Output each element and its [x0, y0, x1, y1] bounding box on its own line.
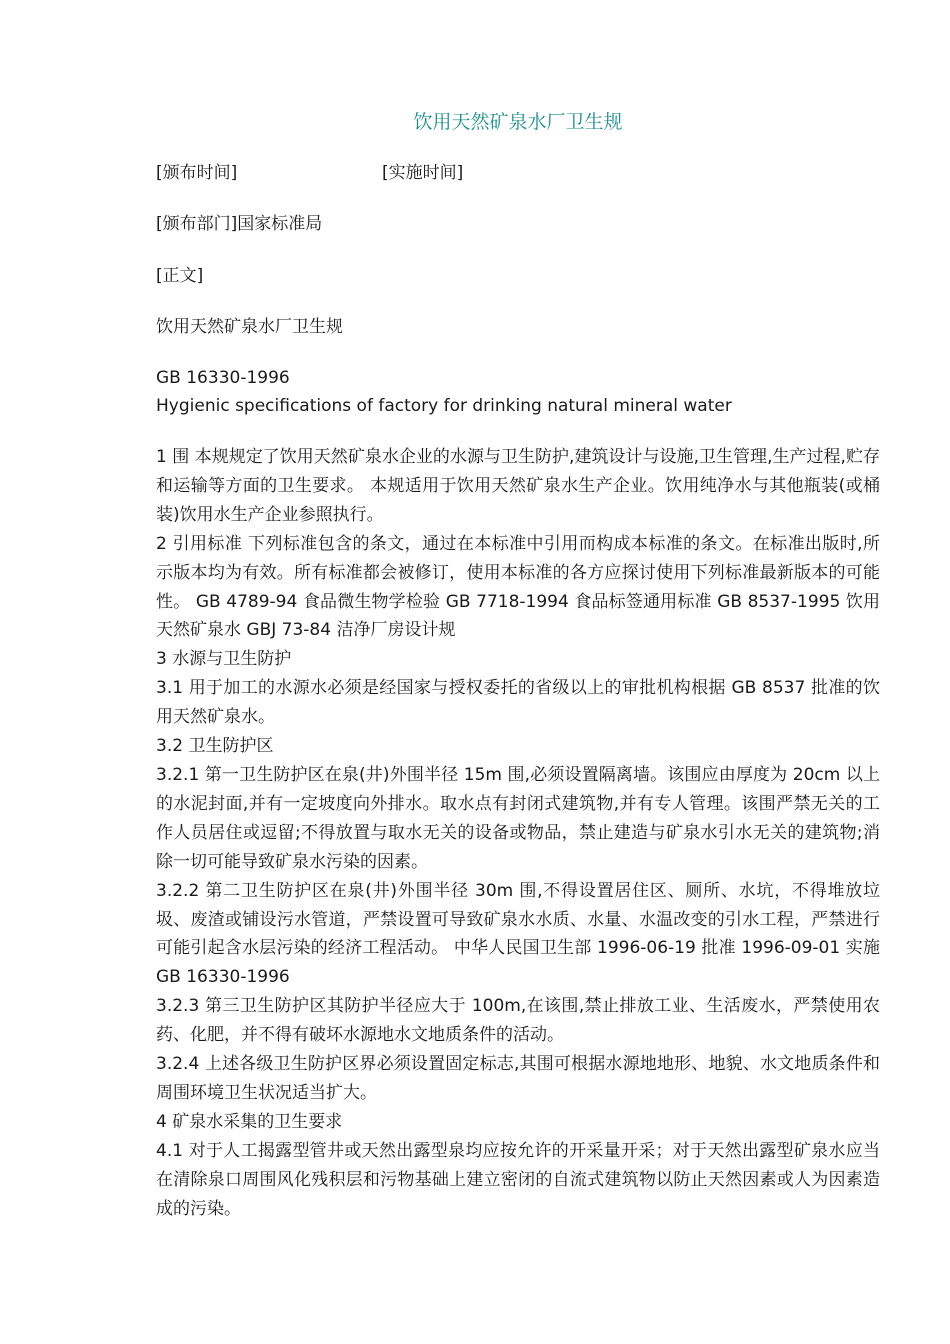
paragraph-3-2-4: 3.2.4 上述各级卫生防护区界必须设置固定标志,其围可根据水源地地形、地貌、水文地质条件和周围环境卫生状况适当扩大。 [156, 1054, 880, 1103]
heading-4-collection: 4 矿泉水采集的卫生要求 [156, 1111, 343, 1132]
department-line: [颁布部门]国家标准局 [156, 214, 323, 234]
effective-time-label: [实施时间] [382, 163, 464, 183]
document-body [156, 443, 880, 1223]
paragraph-2-references: 2 引用标准 下列标准包含的条文，通过在本标准中引用而构成本标准的条文。在标准出版时,所示版本均为有效。所有标准都会被修订，使用本标准的各方应探讨使用下列标准最新版本的可能性。 GB 4789-94 食品微生物学检验 GB 7718-1994 食品标签通用标准 GB 8537-1995 饮用天然矿泉水 GBJ 73-84 洁净厂房设计规 [156, 533, 880, 641]
paragraph-3-2-3: 3.2.3 第三卫生防护区其防护半径应大于 100m,在该围,禁止排放工业、生活废水，严禁使用农药、化肥，并不得有破坏水源地水文地质条件的活动。 [156, 996, 880, 1046]
time-row [156, 159, 464, 187]
paragraph-3-2-1: 3.2.1 第一卫生防护区在泉(井)外围半径 15m 围,必须设置隔离墙。该围应由厚度为 20cm 以上的水泥封面,并有一定坡度向外排水。取水点有封闭式建筑物,并有专人管理。该围严禁无关的工作人员居住或逗留;不得放置与取水无关的设备或物品，禁止建造与矿泉水引水无关的建筑物;消除一切可能导致矿泉水污染的因素。 [156, 764, 880, 872]
publish-time-label: [颁布时间] [156, 163, 238, 183]
paragraph-4-1: 4.1 对于人工揭露型管井或天然出露型泉均应按允许的开采量开采；对于天然出露型矿泉水应当在清除泉口周围风化残积层和污物基础上建立密闭的自流式建筑物以防止天然因素或人为因素造成的污染。 [156, 1140, 880, 1219]
document-subtitle: 饮用天然矿泉水厂卫生规 [156, 317, 343, 337]
document-title: 饮用天然矿泉水厂卫生规 [413, 111, 623, 133]
paragraph-3-2-2: 3.2.2 第二卫生防护区在泉(井)外围半径 30m 围,不得设置居住区、厕所、水坑，不得堆放垃圾、废渣或铺设污水管道，严禁设置可导致矿泉水水质、水量、水温改变的引水工程，严禁进行可能引起含水层污染的经济工程活动。 中华人民国卫生部 1996-06-19 批准 1996-09-01 实施 GB 16330-1996 [156, 880, 880, 988]
standard-number: GB 16330-1996 [156, 368, 290, 388]
english-title: Hygienic specifications of factory for drinking natural mineral water [156, 396, 732, 416]
body-label: [正文] [156, 266, 204, 286]
heading-3-2-protection-zone: 3.2 卫生防护区 [156, 736, 274, 757]
paragraph-3-1: 3.1 用于加工的水源水必须是经国家与授权委托的省级以上的审批机构根据 GB 8537 批准的饮用天然矿泉水。 [156, 678, 880, 728]
heading-3-water-source: 3 水源与卫生防护 [156, 649, 292, 670]
paragraph-1-scope: 1 围 本规规定了饮用天然矿泉水企业的水源与卫生防护,建筑设计与设施,卫生管理,生产过程,贮存和运输等方面的卫生要求。 本规适用于饮用天然矿泉水生产企业。饮用纯净水与其他瓶装(或桶装)饮用水生产企业参照执行。 [156, 447, 880, 525]
